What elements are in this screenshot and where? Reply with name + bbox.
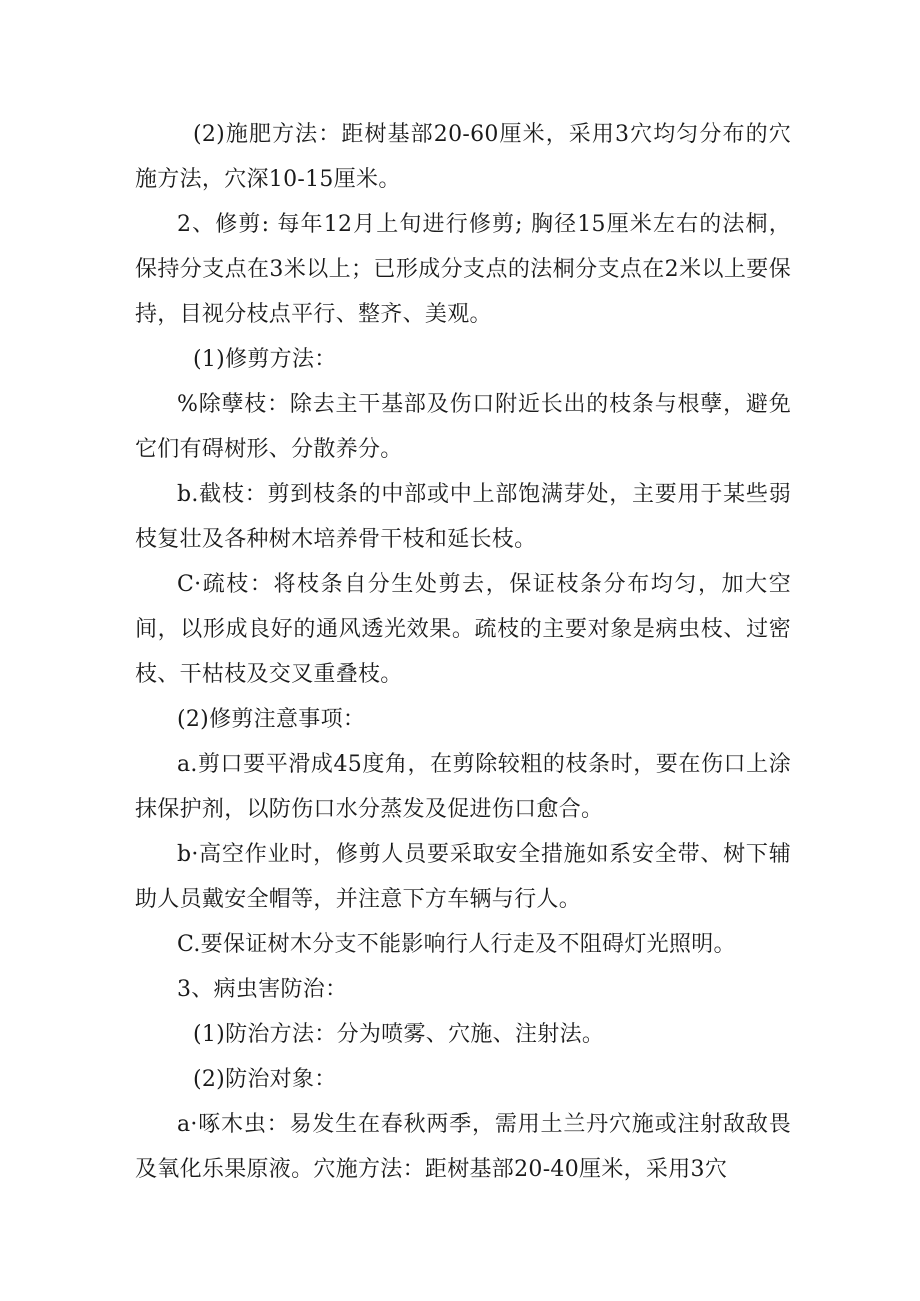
- paragraph-pest-control-heading: 3、病虫害防治：: [177, 977, 348, 1002]
- paragraph-thinning: C·疏枝：将枝条自分生处剪去，保证枝条分布均匀，加大空间，以形成良好的通风透光效果。疏枝的主要对象是病虫枝、过密枝、干枯枝及交叉重叠枝。: [135, 572, 791, 687]
- paragraph-pruning-notes-heading: (2)修剪注意事项：: [177, 707, 366, 732]
- paragraph-fertilizing-method: (2)施肥方法：距树基部20-60厘米，采用3穴均匀分布的穴施方法，穴深10-15厘米。: [135, 122, 791, 192]
- paragraph-pruning-methods-heading: (1)修剪方法：: [193, 347, 337, 372]
- paragraph-branch-clearance: C.要保证树木分支不能影响行人行走及不阻碍灯光照明。: [177, 932, 736, 957]
- paragraph-high-altitude-work: b·高空作业时，修剪人员要采取安全措施如系安全带、树下辅助人员戴安全帽等，并注意下方车辆与行人。: [135, 842, 791, 912]
- paragraph-woodpecker-pest: a·啄木虫：易发生在春秋两季，需用土兰丹穴施或注射敌敌畏及氧化乐果原液。穴施方法：距树基部20-40厘米，采用3穴: [135, 1112, 791, 1182]
- paragraph-heading-cut: b.截枝：剪到枝条的中部或中上部饱满芽处，主要用于某些弱枝复壮及各种树木培养骨干枝和延长枝。: [135, 482, 791, 552]
- paragraph-control-methods: (1)防治方法：分为喷雾、穴施、注射法。: [193, 1022, 605, 1047]
- paragraph-cut-angle: a.剪口要平滑成45度角，在剪除较粗的枝条时，要在伤口上涂抹保护剂，以防伤口水分蒸发及促进伤口愈合。: [135, 752, 791, 822]
- paragraph-pruning: 2、修剪: 每年12月上旬进行修剪; 胸径15厘米左右的法桐，保持分支点在3米以上；已形成分支点的法桐分支点在2米以上要保持，目视分枝点平行、整齐、美观。: [135, 212, 791, 327]
- paragraph-remove-suckers: %除孽枝：除去主干基部及伤口附近长出的枝条与根孽，避免它们有碍树形、分散养分。: [135, 392, 791, 462]
- paragraph-control-targets-heading: (2)防治对象：: [193, 1067, 337, 1092]
